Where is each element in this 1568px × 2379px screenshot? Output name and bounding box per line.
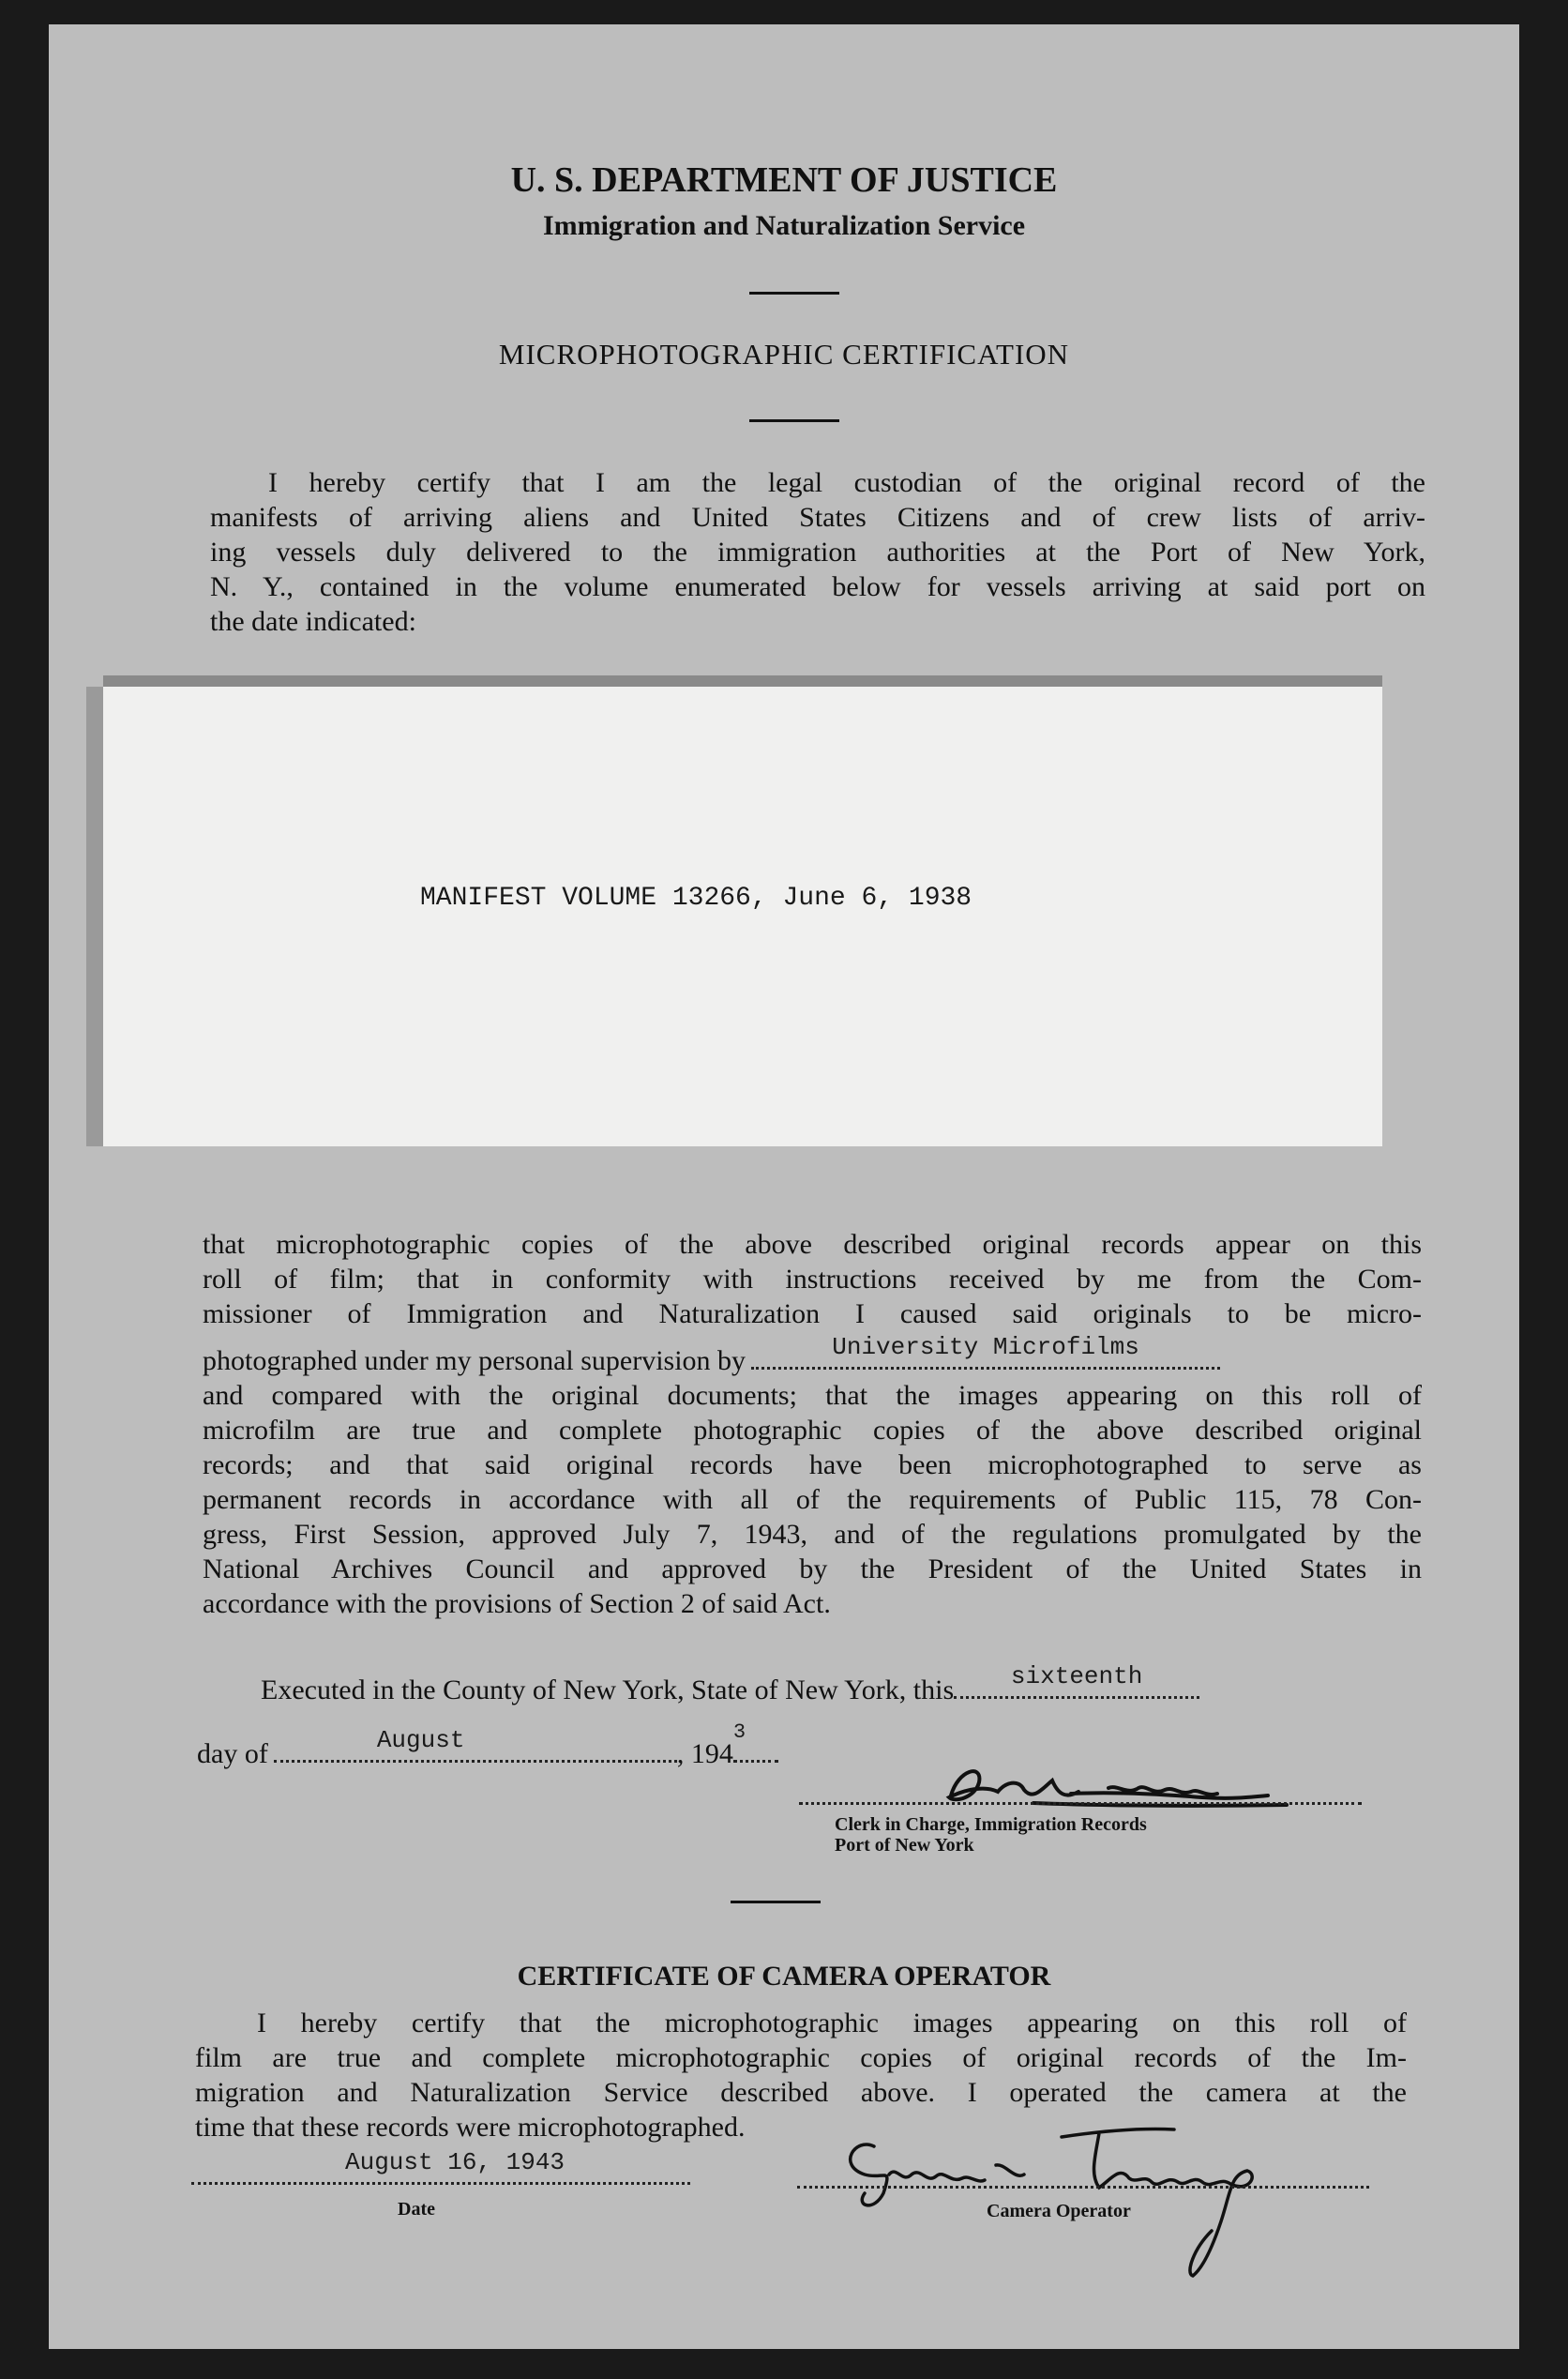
supervision-line xyxy=(203,1333,1422,1378)
year-digit: 3 xyxy=(732,1720,746,1744)
camera-line: migration and Naturalization Service described above. I operated the camera at the xyxy=(195,2077,1407,2108)
date-line xyxy=(197,1720,778,1772)
body-line: records; and that said original records have been microphotographed to serve as xyxy=(203,1449,1422,1480)
clerk-title-line2: Port of New York xyxy=(835,1835,974,1856)
supervision-prefix: photographed under my personal supervision by xyxy=(203,1345,746,1376)
supervisor-value: University Microfilms xyxy=(832,1333,1139,1361)
execution-line xyxy=(261,1662,1199,1708)
manifest-slip xyxy=(103,687,1382,1146)
service-subtitle: Immigration and Naturalization Service xyxy=(542,210,1026,241)
clerk-title xyxy=(835,1814,1147,1856)
certificate-page xyxy=(49,24,1519,2349)
date-label: Date xyxy=(398,2199,435,2220)
divider xyxy=(749,419,839,422)
day-field xyxy=(954,1662,1199,1699)
body-line: roll of film; that in conformity with instructions received by me from the Com- xyxy=(203,1264,1422,1295)
month-field xyxy=(274,1726,677,1763)
operator-label: Camera Operator xyxy=(987,2201,1131,2221)
day-value: sixteenth xyxy=(1010,1662,1143,1690)
month-value: August xyxy=(376,1726,465,1754)
camera-date-value: August 16, 1943 xyxy=(345,2148,565,2176)
day-of-label: day of xyxy=(197,1738,268,1769)
body-line: missioner of Immigration and Naturalization I caused said originals to be micro- xyxy=(203,1298,1422,1329)
body-line: National Archives Council and approved by the President of the United States in xyxy=(203,1553,1422,1584)
execution-prefix: Executed in the County of New York, State of New York, this xyxy=(261,1674,955,1705)
body-line: gress, First Session, approved July 7, 1943, and of the regulations promulgated by the xyxy=(203,1519,1422,1550)
operator-signature-line xyxy=(797,2186,1369,2189)
intro-line: ing vessels duly delivered to the immigration authorities at the Port of New York, xyxy=(210,537,1425,568)
operator-signature xyxy=(818,2109,1343,2287)
intro-line: the date indicated: xyxy=(210,606,416,637)
intro-line: manifests of arriving aliens and United States Citizens and of crew lists of arriv- xyxy=(210,502,1425,533)
year-field xyxy=(732,1720,778,1763)
intro-line: N. Y., contained in the volume enumerated below for vessels arriving at said port on xyxy=(210,571,1425,602)
department-title: U. S. DEPARTMENT OF JUSTICE xyxy=(510,160,1058,200)
body-line: microfilm are true and complete photographic copies of the above described original xyxy=(203,1415,1422,1446)
divider xyxy=(749,292,839,295)
intro-line: I hereby certify that I am the legal custodian of the original record of the xyxy=(268,467,1425,498)
body-line: permanent records in accordance with all of the requirements of Public 115, 78 Con- xyxy=(203,1484,1422,1515)
supervisor-field xyxy=(751,1333,1220,1370)
intro-paragraph xyxy=(210,465,1425,639)
body-line: and compared with the original documents; that the images appearing on this roll of xyxy=(203,1380,1422,1411)
camera-line: I hereby certify that the microphotographic images appearing on this roll of xyxy=(257,2008,1407,2038)
clerk-signature-line xyxy=(799,1802,1362,1805)
camera-line: time that these records were microphotographed. xyxy=(195,2112,746,2143)
body-line: that microphotographic copies of the above described original records appear on this xyxy=(203,1229,1422,1260)
manifest-volume-text: MANIFEST VOLUME 13266, June 6, 1938 xyxy=(420,884,972,913)
date-line xyxy=(191,2182,690,2185)
year-prefix: , 194 xyxy=(676,1738,733,1769)
camera-operator-heading: CERTIFICATE OF CAMERA OPERATOR xyxy=(517,1961,1051,1992)
clerk-title-line1: Clerk in Charge, Immigration Records xyxy=(835,1814,1147,1835)
certification-title: MICROPHOTOGRAPHIC CERTIFICATION xyxy=(498,338,1070,371)
camera-line: film are true and complete microphotographic copies of original records of the Im- xyxy=(195,2042,1407,2073)
body-paragraph xyxy=(203,1227,1422,1621)
divider xyxy=(731,1901,821,1903)
body-line: accordance with the provisions of Section 2 of said Act. xyxy=(203,1588,831,1619)
